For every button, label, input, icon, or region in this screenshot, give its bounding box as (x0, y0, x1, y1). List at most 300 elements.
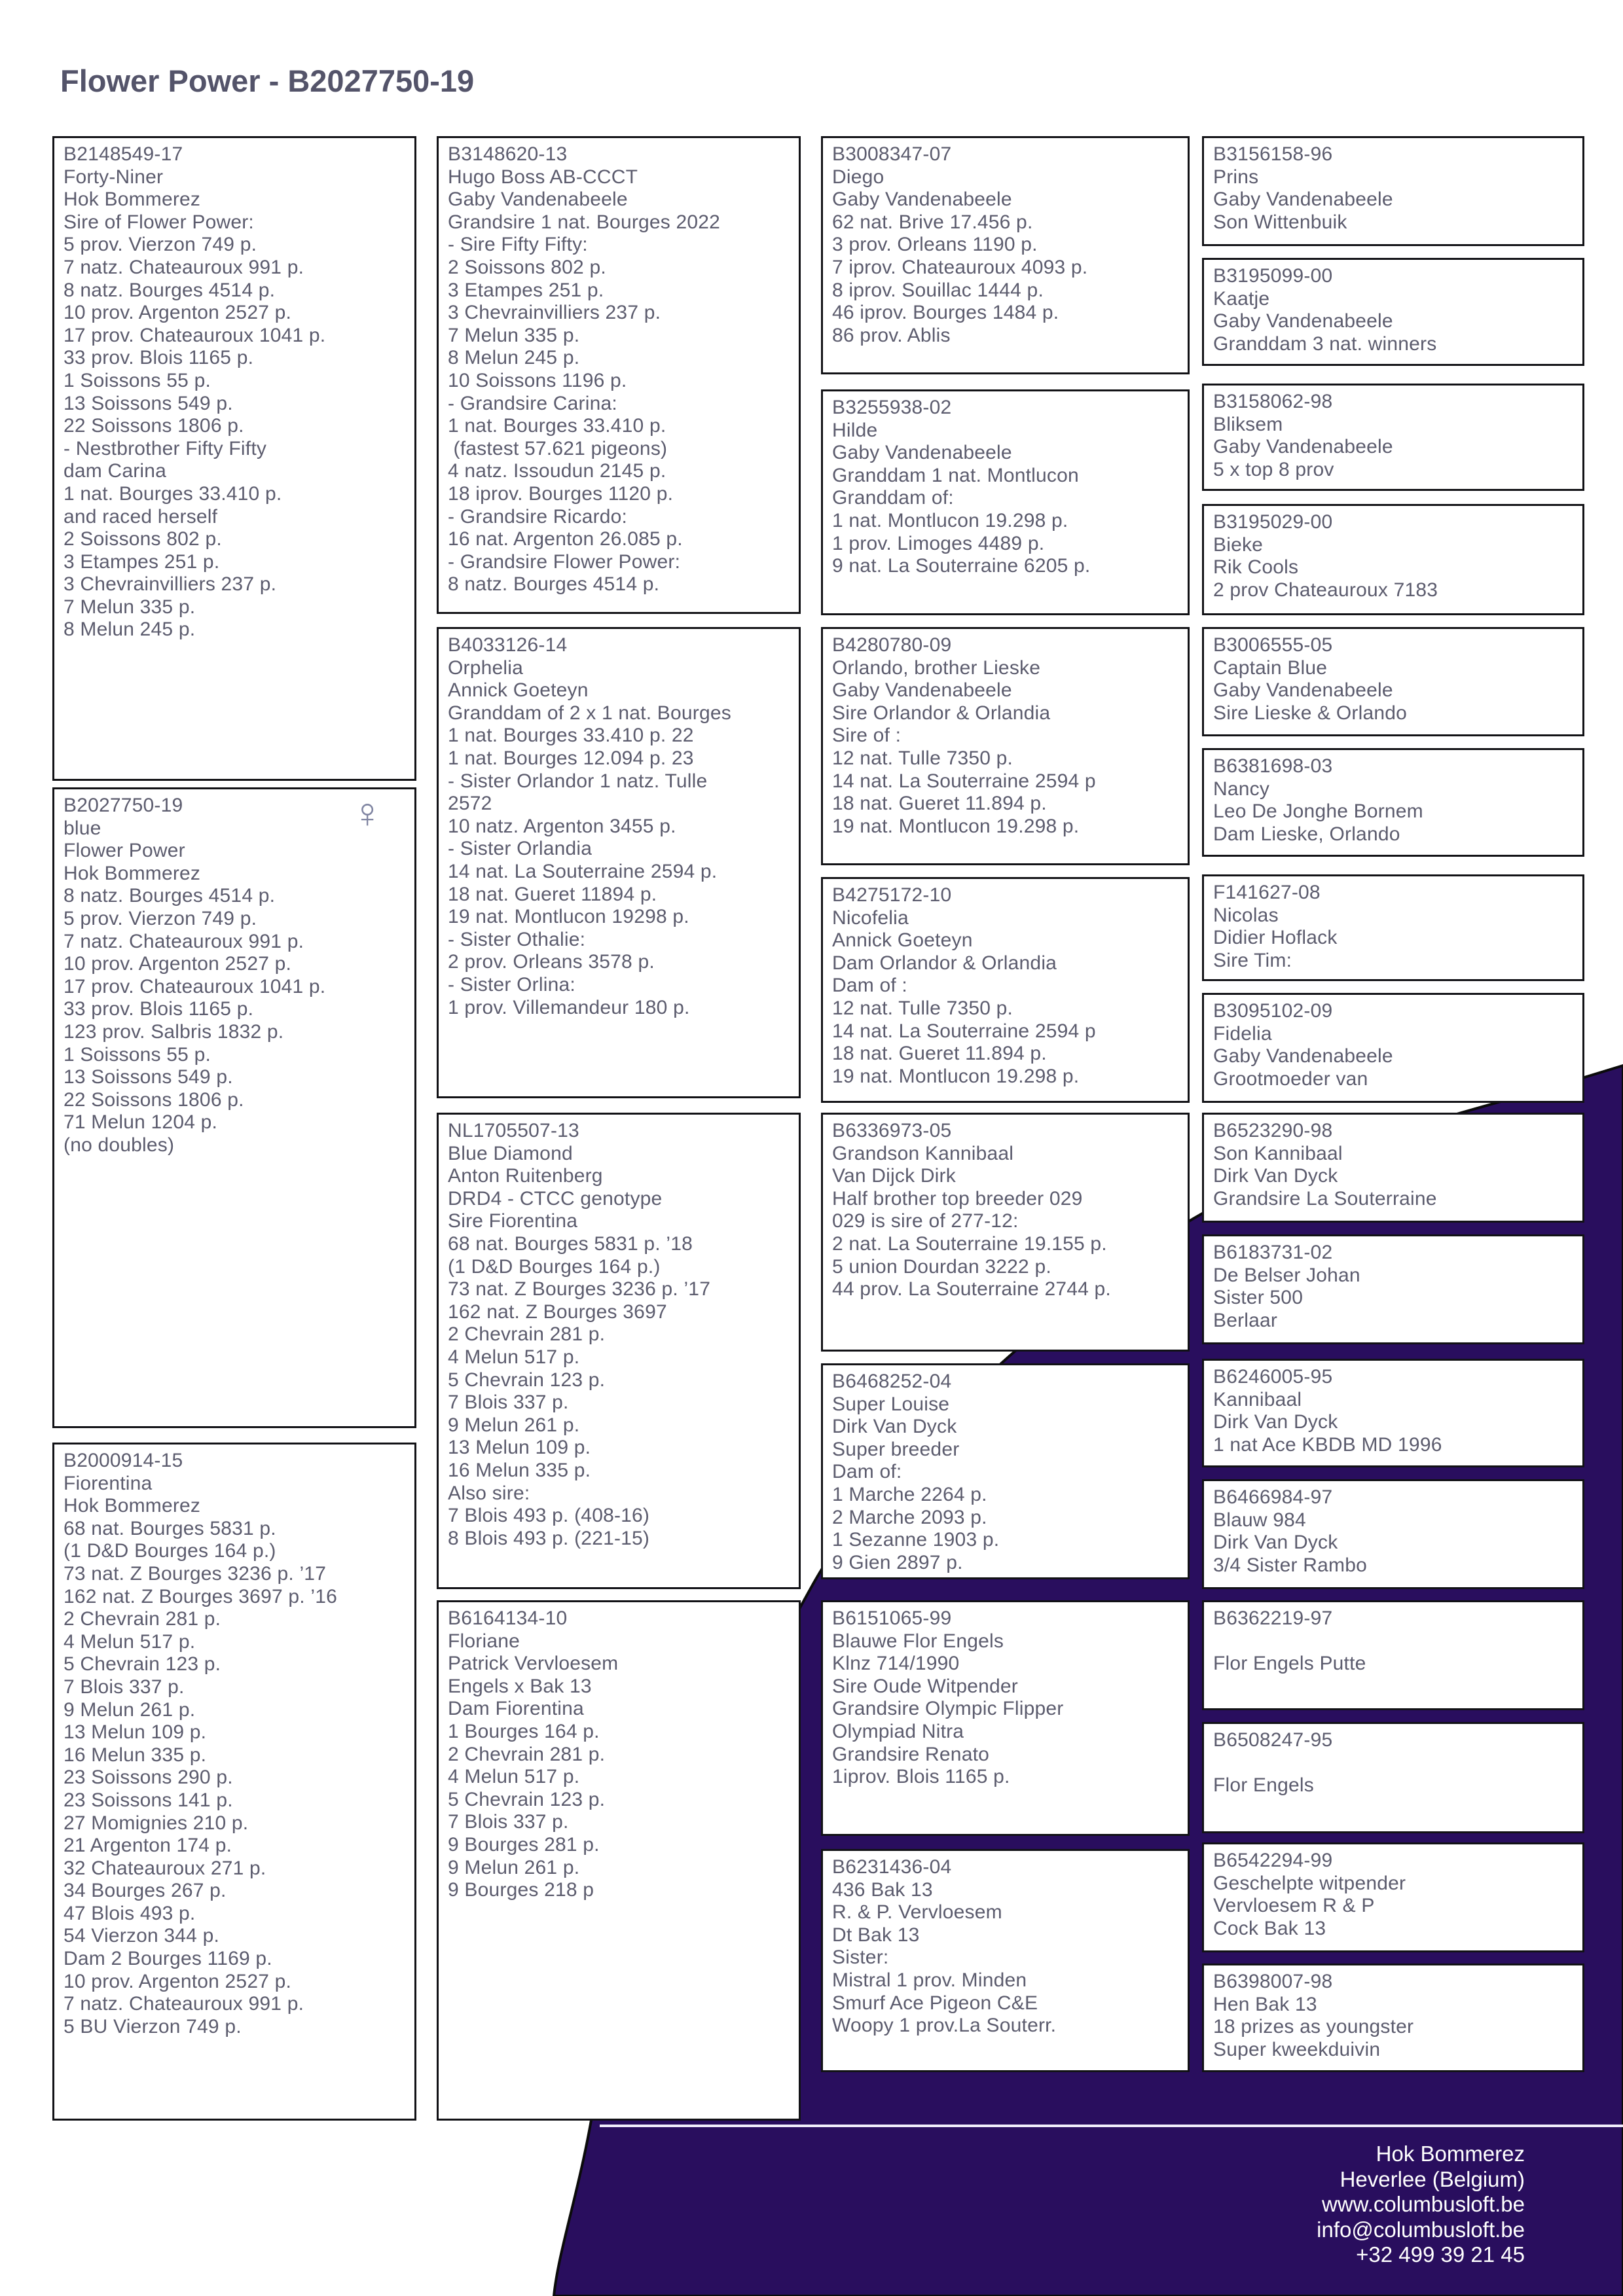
pedigree-line: 3 Chevrainvilliers 237 p. (448, 302, 661, 324)
pedigree-line: Bliksem (1213, 413, 1283, 435)
pedigree-line: 16 Melun 335 p. (448, 1459, 591, 1481)
pedigree-line: 19 nat. Montlucon 19.298 p. (832, 815, 1080, 837)
pedigree-line: 7 Blois 337 p. (448, 1391, 569, 1414)
pedigree-line: 5 prov. Vierzon 749 p. (64, 234, 257, 256)
pedigree-line: DRD4 - CTCC genotype (448, 1187, 663, 1210)
pedigree-line: 34 Bourges 267 p. (64, 1880, 227, 1902)
pedigree-line: 10 prov. Argenton 2527 p. (64, 1970, 292, 1992)
pedigree-line: 9 nat. La Souterraine 6205 p. (832, 555, 1091, 577)
pedigree-line: Patrick Vervloesem (448, 1653, 619, 1675)
pedigree-line: Granddam of 2 x 1 nat. Bourges (448, 702, 731, 724)
ring-number: B6542294-99 (1213, 1850, 1333, 1871)
pedigree-line: Dam of: (832, 1461, 902, 1483)
pedigree-line: 1iprov. Blois 1165 p. (832, 1766, 1010, 1788)
ring-number: B4275172-10 (832, 884, 952, 906)
pedigree-line: Grandsire La Souterraine (1213, 1187, 1437, 1210)
ring-number: F141627-08 (1213, 882, 1321, 903)
pedigree-line: Grootmoeder van (1213, 1067, 1368, 1090)
pedigree-line: Berlaar (1213, 1309, 1278, 1331)
pedigree-box-B6362219-97 (1202, 1600, 1584, 1710)
ring-number: B3008347-07 (832, 143, 952, 165)
ring-number: B3158062-98 (1213, 391, 1333, 412)
pedigree-line: Grandsire Renato (832, 1743, 989, 1765)
pedigree-line: Leo De Jonghe Bornem (1213, 800, 1423, 823)
pedigree-line: 2 prov Chateauroux 7183 (1213, 579, 1438, 601)
pedigree-line: 17 prov. Chateauroux 1041 p. (64, 975, 326, 997)
pedigree-line: Sire Orlandor & Orlandia (832, 702, 1051, 724)
pedigree-line: Dirk Van Dyck (1213, 1411, 1338, 1433)
pedigree-line: 2 Soissons 802 p. (448, 256, 606, 278)
pedigree-line: 1 Bourges 164 p. (448, 1720, 600, 1742)
pedigree-line: 7 Blois 337 p. (64, 1676, 185, 1698)
pedigree-line: 162 nat. Z Bourges 3697 p. ’16 (64, 1585, 337, 1607)
pedigree-line: Dirk Van Dyck (1213, 1532, 1338, 1554)
pedigree-line: Gaby Vandenabeele (1213, 1045, 1393, 1067)
pedigree-line: Gaby Vandenabeele (448, 188, 628, 211)
pedigree-box-B3255938-02 (821, 389, 1190, 615)
pedigree-line: Floriane (448, 1630, 520, 1652)
pedigree-line: 33 prov. Blois 1165 p. (64, 347, 254, 369)
ring-number: B3006555-05 (1213, 634, 1333, 656)
pedigree-line: Granddam 1 nat. Montlucon (832, 464, 1079, 486)
pedigree-line: Grandsire Olympic Flipper (832, 1698, 1064, 1720)
ring-number: B6523290-98 (1213, 1120, 1333, 1141)
pedigree-line: 3 Etampes 251 p. (64, 550, 220, 573)
pedigree-line: Vervloesem R & P (1213, 1895, 1375, 1917)
pedigree-line: De Belser Johan (1213, 1264, 1360, 1286)
pedigree-box-B6231436-04 (821, 1849, 1190, 2072)
pedigree-line: 2 Chevrain 281 p. (448, 1323, 606, 1346)
pedigree-line: Nancy (1213, 778, 1270, 800)
ring-number: B4033126-14 (448, 634, 568, 656)
pedigree-line: Geschelpte witpender (1213, 1872, 1406, 1894)
pedigree-box-B3148620-13 (437, 136, 801, 614)
pedigree-line: 17 prov. Chateauroux 1041 p. (64, 324, 326, 346)
pedigree-line: Woopy 1 prov.La Souterr. (832, 2015, 1057, 2037)
pedigree-line: 73 nat. Z Bourges 3236 p. ’17 (64, 1562, 327, 1585)
pedigree-box-B6336973-05 (821, 1113, 1190, 1352)
pedigree-line: Prins (1213, 166, 1259, 188)
pedigree-box-B3195029-00 (1202, 504, 1584, 615)
pedigree-box-B6523290-98 (1202, 1113, 1584, 1223)
pedigree-line: Orlando, brother Lieske (832, 656, 1041, 679)
pedigree-line: Also sire: (448, 1482, 530, 1504)
pedigree-line: 7 Melun 335 p. (448, 324, 580, 346)
pedigree-box-B6508247-95 (1202, 1722, 1584, 1833)
pedigree-line: 32 Chateauroux 271 p. (64, 1857, 266, 1879)
pedigree-line: - Grandsire Carina: (448, 392, 617, 414)
pedigree-box-B2000914-15 (52, 1443, 416, 2121)
ring-number: B6336973-05 (832, 1120, 952, 1141)
pedigree-line: 3/4 Sister Rambo (1213, 1554, 1367, 1576)
pedigree-line: Son Wittenbuik (1213, 211, 1347, 233)
pedigree-line: 73 nat. Z Bourges 3236 p. ’17 (448, 1278, 711, 1300)
pedigree-box-B6246005-95 (1202, 1359, 1584, 1467)
pedigree-line: 7 Blois 493 p. (408-16) (448, 1505, 650, 1527)
pedigree-line: 2 Chevrain 281 p. (64, 1608, 221, 1630)
pedigree-line: 4 natz. Issoudun 2145 p. (448, 460, 666, 482)
ring-number: B2148549-17 (64, 143, 183, 165)
pedigree-line: Klnz 714/1990 (832, 1653, 960, 1675)
footer-line: Hok Bommerez (1376, 2142, 1525, 2166)
pedigree-line: 10 prov. Argenton 2527 p. (64, 953, 292, 975)
pedigree-line: 2 Soissons 802 p. (64, 528, 222, 550)
pedigree-line: Van Dijck Dirk (832, 1165, 956, 1187)
pedigree-line: (1 D&D Bourges 164 p.) (448, 1255, 661, 1278)
pedigree-line: Blue Diamond (448, 1142, 573, 1164)
pedigree-line: Fiorentina (64, 1472, 153, 1494)
pedigree-line: - Grandsire Ricardo: (448, 505, 628, 528)
pedigree-line: 62 nat. Brive 17.456 p. (832, 211, 1033, 233)
female-symbol-icon: ♀ (352, 789, 383, 836)
pedigree-line: 1 Sezanne 1903 p. (832, 1529, 1000, 1551)
pedigree-line: 9 Gien 2897 p. (832, 1551, 963, 1573)
pedigree-line: Forty-Niner (64, 166, 164, 188)
pedigree-line: 14 nat. La Souterraine 2594 p (832, 770, 1096, 792)
pedigree-line: Sire Oude Witpender (832, 1675, 1018, 1697)
pedigree-line: Grandsire 1 nat. Bourges 2022 (448, 211, 721, 233)
footer-contact-block (1317, 2142, 1525, 2268)
pedigree-line: 33 prov. Blois 1165 p. (64, 998, 254, 1020)
pedigree-line: 27 Momignies 210 p. (64, 1812, 249, 1834)
pedigree-line: Engels x Bak 13 (448, 1675, 592, 1697)
pedigree-box-B3008347-07 (821, 136, 1190, 374)
pedigree-line: Granddam of: (832, 487, 954, 509)
pedigree-line: 5 Chevrain 123 p. (64, 1653, 221, 1676)
pedigree-line: 3 prov. Orleans 1190 p. (832, 234, 1038, 256)
pedigree-line: 13 Soissons 549 p. (64, 392, 233, 414)
pedigree-line: Rik Cools (1213, 556, 1299, 579)
pedigree-line: 7 natz. Chateauroux 991 p. (64, 1993, 304, 2015)
pedigree-line: Dam of : (832, 975, 907, 997)
pedigree-line: Kannibaal (1213, 1388, 1302, 1410)
pedigree-line: (fastest 57.621 pigeons) (448, 437, 668, 459)
pedigree-line: Flor Engels Putte (1213, 1653, 1366, 1675)
pedigree-line: Sire of Flower Power: (64, 211, 254, 233)
ring-number: B6164134-10 (448, 1607, 568, 1629)
pedigree-line: - Sister Othalie: (448, 928, 586, 950)
pedigree-line: Captain Blue (1213, 656, 1328, 679)
ring-number: B3195099-00 (1213, 265, 1333, 287)
pedigree-line: Cock Bak 13 (1213, 1917, 1326, 1939)
footer-line: Heverlee (Belgium) (1340, 2166, 1525, 2191)
footer-divider (600, 2125, 1623, 2127)
pedigree-line: Gaby Vandenabeele (832, 188, 1012, 211)
pedigree-line: - Sister Orlandia (448, 838, 593, 860)
pedigree-line: Diego (832, 166, 884, 188)
pedigree-line: 68 nat. Bourges 5831 p. (64, 1517, 276, 1539)
pedigree-line: Hok Bommerez (64, 1495, 201, 1517)
pedigree-line: 8 iprov. Souillac 1444 p. (832, 279, 1044, 301)
pedigree-box-B6381698-03 (1202, 748, 1584, 857)
pedigree-line: 14 nat. La Souterraine 2594 p. (448, 860, 718, 882)
pedigree-line: Hen Bak 13 (1213, 1993, 1317, 2015)
pedigree-line: Grandson Kannibaal (832, 1142, 1014, 1164)
pedigree-line: Gaby Vandenabeele (1213, 436, 1393, 458)
pedigree-line: Smurf Ace Pigeon C&E (832, 1992, 1038, 2014)
pedigree-line: 4 Melun 517 p. (448, 1346, 580, 1368)
pedigree-line: Super breeder (832, 1438, 960, 1460)
pedigree-box-B4280780-09 (821, 627, 1190, 865)
pedigree-line: Flower Power (64, 840, 185, 862)
pedigree-line: Dam 2 Bourges 1169 p. (64, 1948, 272, 1970)
footer-line: +32 499 39 21 45 (1356, 2242, 1525, 2267)
pedigree-line: 4 Melun 517 p. (448, 1766, 580, 1788)
pedigree-line: 8 natz. Bourges 4514 p. (448, 573, 660, 596)
ring-number: B6466984-97 (1213, 1486, 1333, 1508)
pedigree-line: Bieke (1213, 533, 1264, 556)
ring-number: B2027750-19 (64, 795, 183, 816)
pedigree-line: - Grandsire Flower Power: (448, 550, 681, 573)
pedigree-line: Olympiad Nitra (832, 1720, 964, 1742)
pedigree-box-B6183731-02 (1202, 1234, 1584, 1344)
pedigree-line: 1 nat. Bourges 33.410 p. 22 (448, 725, 694, 747)
pedigree-line: 12 nat. Tulle 7350 p. (832, 997, 1013, 1019)
pedigree-line: - Sister Orlina: (448, 973, 575, 996)
pedigree-line: 44 prov. La Souterraine 2744 p. (832, 1278, 1111, 1300)
pedigree-line: 18 nat. Gueret 11.894 p. (832, 1043, 1047, 1065)
pedigree-line: 8 Melun 245 p. (64, 619, 196, 641)
pedigree-line: 18 nat. Gueret 11894 p. (448, 883, 657, 905)
pedigree-line: Mistral 1 prov. Minden (832, 1969, 1027, 1991)
pedigree-line: 16 nat. Argenton 26.085 p. (448, 528, 683, 550)
ring-number: B3255938-02 (832, 397, 952, 418)
pedigree-line: 5 union Dourdan 3222 p. (832, 1255, 1051, 1278)
pedigree-line: Dam Lieske, Orlando (1213, 823, 1400, 845)
ring-number: B6381698-03 (1213, 755, 1333, 777)
pedigree-line: 18 nat. Gueret 11.894 p. (832, 793, 1047, 815)
ring-number: B3156158-96 (1213, 143, 1333, 165)
ring-number: B6246005-95 (1213, 1366, 1333, 1388)
pedigree-line: Annick Goeteyn (832, 929, 973, 952)
pedigree-line: 2 Marche 2093 p. (832, 1506, 987, 1528)
pedigree-line: Gaby Vandenabeele (1213, 679, 1393, 702)
pedigree-line: 5 Chevrain 123 p. (448, 1369, 606, 1391)
pedigree-line: 1 nat Ace KBDB MD 1996 (1213, 1433, 1442, 1456)
pedigree-line: 54 Vierzon 344 p. (64, 1925, 220, 1947)
pedigree-line: Dirk Van Dyck (1213, 1165, 1338, 1187)
ring-number: B6508247-95 (1213, 1729, 1333, 1751)
pedigree-line: 19 nat. Montlucon 19298 p. (448, 906, 689, 928)
pedigree-line: Granddam 3 nat. winners (1213, 332, 1437, 355)
pedigree-line: Anton Ruitenberg (448, 1165, 603, 1187)
pedigree-box-B3158062-98 (1202, 384, 1584, 491)
pedigree-line: Sire Fiorentina (448, 1210, 578, 1232)
pedigree-box-B4275172-10 (821, 877, 1190, 1103)
pedigree-line: 4 Melun 517 p. (64, 1630, 196, 1653)
pedigree-line: 8 Blois 493 p. (221-15) (448, 1527, 650, 1549)
pedigree-line (1213, 1752, 1576, 1775)
page-title: Flower Power - B2027750-19 (60, 63, 475, 98)
pedigree-box-B2027750-19 (52, 787, 416, 1428)
pedigree-line: 5 x top 8 prov (1213, 458, 1334, 480)
pedigree-line: Super kweekduivin (1213, 2038, 1381, 2060)
pedigree-line: and raced herself (64, 505, 218, 528)
pedigree-line: Hok Bommerez (64, 862, 201, 884)
pedigree-line: (no doubles) (64, 1134, 175, 1156)
pedigree-line: Fidelia (1213, 1022, 1272, 1045)
pedigree-line: Kaatje (1213, 287, 1270, 310)
ring-number: NL1705507-13 (448, 1120, 579, 1141)
pedigree-box-F141627-08 (1202, 874, 1584, 981)
pedigree-box-B3095102-09 (1202, 993, 1584, 1103)
pedigree-line: 029 is sire of 277-12: (832, 1210, 1019, 1232)
pedigree-line: Half brother top breeder 029 (832, 1187, 1083, 1210)
pedigree-line: 23 Soissons 141 p. (64, 1789, 233, 1811)
pedigree-line: Nicofelia (832, 906, 909, 929)
ring-number: B3095102-09 (1213, 1000, 1333, 1022)
pedigree-line: Orphelia (448, 656, 523, 679)
pedigree-line: Gaby Vandenabeele (1213, 188, 1393, 211)
pedigree-box-B3006555-05 (1202, 627, 1584, 736)
pedigree-line: - Sister Orlandor 1 natz. Tulle (448, 770, 708, 792)
pedigree-line: 7 Melun 335 p. (64, 596, 196, 618)
pedigree-box-B6151065-99 (821, 1600, 1190, 1836)
pedigree-line: Blauwe Flor Engels (832, 1630, 1004, 1652)
pedigree-line: Gaby Vandenabeele (832, 442, 1012, 464)
pedigree-line: 9 Melun 261 p. (448, 1856, 580, 1878)
pedigree-line: Sire Tim: (1213, 949, 1292, 971)
pedigree-line: 2 nat. La Souterraine 19.155 p. (832, 1232, 1107, 1255)
pedigree-line: blue (64, 817, 101, 839)
pedigree-line: Blauw 984 (1213, 1509, 1306, 1531)
pedigree-line: Didier Hoflack (1213, 927, 1338, 949)
footer-line: info@columbusloft.be (1317, 2217, 1525, 2242)
pedigree-line: - Sire Fifty Fifty: (448, 234, 588, 256)
pedigree-line: Dam Fiorentina (448, 1698, 584, 1720)
pedigree-line: 1 nat. Bourges 33.410 p. (448, 415, 666, 437)
pedigree-line: 1 prov. Limoges 4489 p. (832, 532, 1045, 554)
pedigree-line: Hugo Boss AB-CCCT (448, 166, 638, 188)
pedigree-line: Sister 500 (1213, 1287, 1304, 1309)
pedigree-line: 9 Melun 261 p. (448, 1414, 580, 1436)
pedigree-line: Sister: (832, 1946, 889, 1969)
pedigree-line: 46 iprov. Bourges 1484 p. (832, 302, 1059, 324)
pedigree-line: 436 Bak 13 (832, 1878, 933, 1901)
pedigree-line: 1 nat. Bourges 12.094 p. 23 (448, 747, 694, 769)
pedigree-line: 16 Melun 335 p. (64, 1744, 207, 1766)
pedigree-line: 1 nat. Bourges 33.410 p. (64, 482, 282, 505)
pedigree-line: Super Louise (832, 1393, 950, 1415)
ring-number: B6151065-99 (832, 1607, 952, 1629)
pedigree-box-B3195099-00 (1202, 258, 1584, 366)
pedigree-line: 1 prov. Villemandeur 180 p. (448, 996, 690, 1018)
ring-number: B6362219-97 (1213, 1607, 1333, 1629)
pedigree-box-B6468252-04 (821, 1363, 1190, 1579)
pedigree-box-B3156158-96 (1202, 136, 1584, 246)
pedigree-line: 2572 (448, 793, 492, 815)
pedigree-line: 8 Melun 245 p. (448, 347, 580, 369)
pedigree-line: 21 Argenton 174 p. (64, 1835, 232, 1857)
pedigree-line: Dirk Van Dyck (832, 1416, 957, 1438)
pedigree-line: 13 Melun 109 p. (448, 1437, 591, 1459)
ring-number: B6398007-98 (1213, 1971, 1333, 1992)
pedigree-line: 10 natz. Argenton 3455 p. (448, 815, 676, 837)
pedigree-line (1213, 1630, 1576, 1653)
pedigree-line: 5 BU Vierzon 749 p. (64, 2015, 242, 2037)
pedigree-line: (1 D&D Bourges 164 p.) (64, 1540, 276, 1562)
footer-line: www.columbusloft.be (1322, 2192, 1525, 2216)
pedigree-line: 8 natz. Bourges 4514 p. (64, 885, 276, 907)
pedigree-line: 9 Bourges 281 p. (448, 1833, 600, 1856)
ring-number: B3195029-00 (1213, 511, 1333, 533)
pedigree-line: 1 Soissons 55 p. (64, 369, 211, 391)
pedigree-line: 71 Melun 1204 p. (64, 1111, 218, 1134)
pedigree-line: Sire of : (832, 725, 902, 747)
pedigree-line: Flor Engels (1213, 1774, 1314, 1797)
pedigree-line: 14 nat. La Souterraine 2594 p (832, 1020, 1096, 1042)
pedigree-line: 9 Bourges 218 p (448, 1879, 594, 1901)
pedigree-line: 7 natz. Chateauroux 991 p. (64, 930, 304, 952)
ring-number: B6231436-04 (832, 1856, 952, 1878)
pedigree-line: 1 nat. Montlucon 19.298 p. (832, 509, 1068, 531)
pedigree-line: 2 Chevrain 281 p. (448, 1743, 606, 1765)
pedigree-line: Sire Lieske & Orlando (1213, 702, 1408, 724)
ring-number: B3148620-13 (448, 143, 568, 165)
pedigree-line: 2 prov. Orleans 3578 p. (448, 951, 655, 973)
pedigree-line: 7 iprov. Chateauroux 4093 p. (832, 256, 1088, 278)
pedigree-box-B6164134-10 (437, 1600, 801, 2121)
pedigree-line: Gaby Vandenabeele (1213, 310, 1393, 332)
pedigree-line: 123 prov. Salbris 1832 p. (64, 1020, 284, 1043)
pedigree-line: Hok Bommerez (64, 188, 201, 211)
pedigree-line: 5 Chevrain 123 p. (448, 1788, 606, 1810)
pedigree-line: 13 Melun 109 p. (64, 1721, 207, 1744)
ring-number: B6468252-04 (832, 1371, 952, 1392)
pedigree-line: Nicolas (1213, 904, 1279, 926)
pedigree-line: 12 nat. Tulle 7350 p. (832, 747, 1013, 769)
pedigree-line: 86 prov. Ablis (832, 324, 951, 346)
pedigree-line: Annick Goeteyn (448, 679, 589, 702)
ring-number: B4280780-09 (832, 634, 952, 656)
pedigree-line: 22 Soissons 1806 p. (64, 415, 244, 437)
pedigree-box-B6398007-98 (1202, 1964, 1584, 2072)
pedigree-line: 22 Soissons 1806 p. (64, 1088, 244, 1111)
pedigree-line: 18 prizes as youngster (1213, 2016, 1414, 2038)
pedigree-line: 8 natz. Bourges 4514 p. (64, 279, 276, 301)
pedigree-line: 47 Blois 493 p. (64, 1902, 196, 1924)
pedigree-line: 13 Soissons 549 p. (64, 1066, 233, 1088)
pedigree-box-B6542294-99 (1202, 1842, 1584, 1952)
pedigree-line: Dam Orlandor & Orlandia (832, 952, 1057, 974)
pedigree-box-B2148549-17 (52, 136, 416, 781)
ring-number: B2000914-15 (64, 1450, 183, 1471)
pedigree-line: Gaby Vandenabeele (832, 679, 1012, 702)
pedigree-line: R. & P. Vervloesem (832, 1901, 1002, 1924)
pedigree-line: 23 Soissons 290 p. (64, 1767, 233, 1789)
pedigree-line: 10 prov. Argenton 2527 p. (64, 302, 292, 324)
pedigree-line: Hilde (832, 419, 878, 441)
pedigree-line: 3 Etampes 251 p. (448, 279, 604, 301)
pedigree-box-B6466984-97 (1202, 1479, 1584, 1589)
pedigree-box-NL1705507-13 (437, 1113, 801, 1589)
pedigree-line: 9 Melun 261 p. (64, 1698, 196, 1721)
pedigree-line: Son Kannibaal (1213, 1142, 1343, 1164)
pedigree-line: 18 iprov. Bourges 1120 p. (448, 482, 674, 505)
pedigree-line: 10 Soissons 1196 p. (448, 369, 627, 391)
pedigree-line: 7 natz. Chateauroux 991 p. (64, 256, 304, 278)
pedigree-line: 162 nat. Z Bourges 3697 (448, 1300, 667, 1323)
pedigree-line: - Nestbrother Fifty Fifty (64, 437, 267, 459)
pedigree-line: Dt Bak 13 (832, 1924, 920, 1946)
pedigree-line: 1 Soissons 55 p. (64, 1043, 211, 1066)
ring-number: B6183731-02 (1213, 1242, 1333, 1263)
pedigree-line: 1 Marche 2264 p. (832, 1483, 987, 1505)
pedigree-box-B4033126-14 (437, 627, 801, 1098)
pedigree-line: 68 nat. Bourges 5831 p. ’18 (448, 1232, 693, 1255)
pedigree-line: 7 Blois 337 p. (448, 1811, 569, 1833)
pedigree-line: dam Carina (64, 460, 167, 482)
